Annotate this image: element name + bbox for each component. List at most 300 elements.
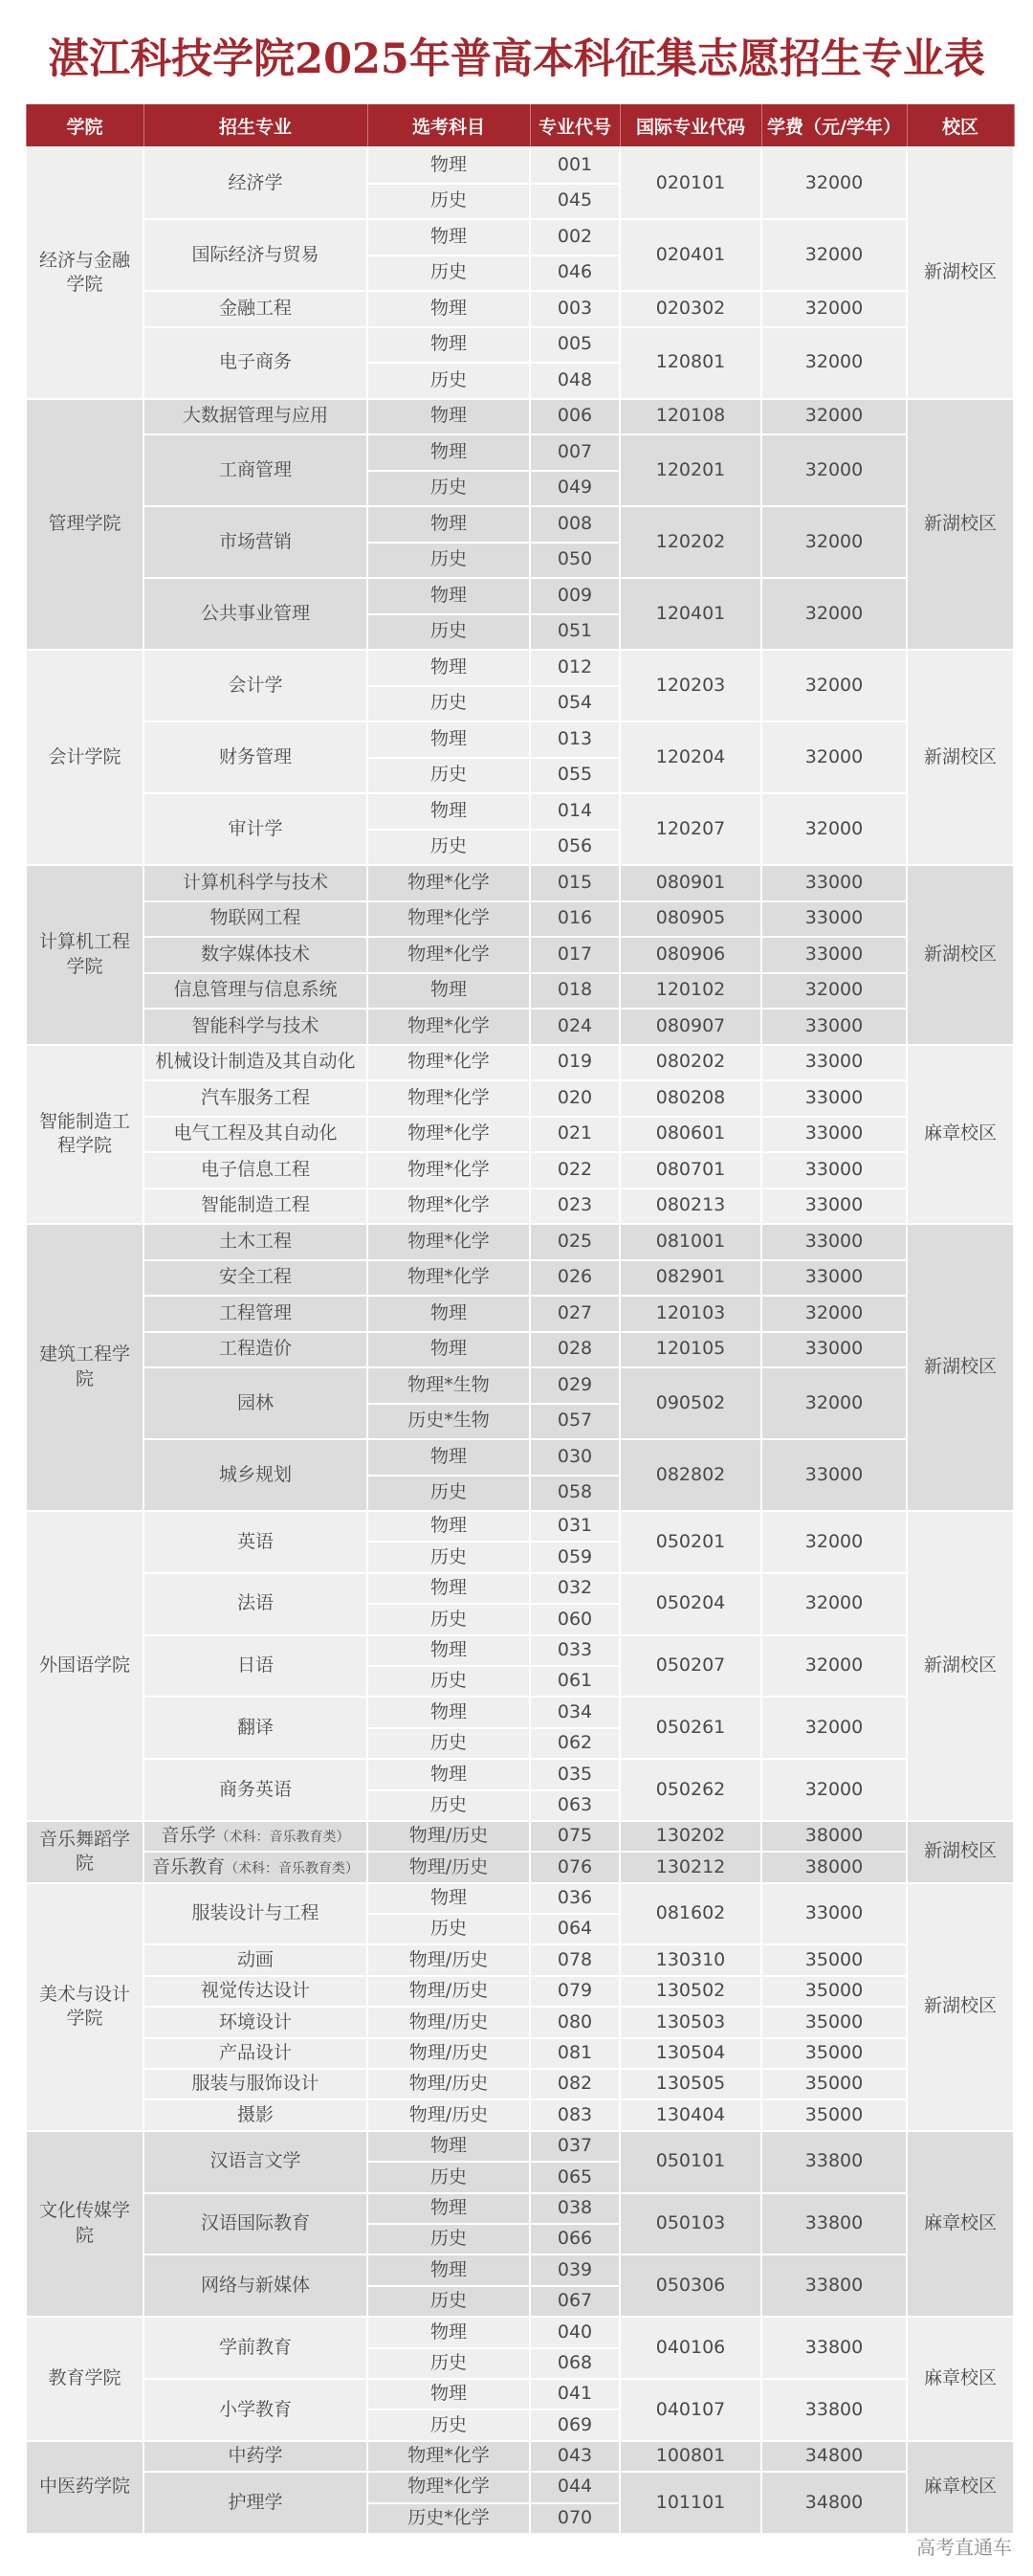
- intl-code-cell: 082802: [620, 1439, 761, 1511]
- major-code-cell: 076: [530, 1852, 620, 1882]
- tuition-cell: 32000: [761, 1635, 907, 1698]
- subject-cell: 历史: [367, 830, 530, 866]
- major-code-cell: 081: [530, 2038, 620, 2069]
- subject-cell: 物理/历史: [367, 2069, 530, 2099]
- major-cell: 经济学: [143, 147, 367, 219]
- tuition-cell: 33000: [761, 937, 907, 973]
- table-row: [26, 793, 1014, 830]
- major-code-cell: 068: [530, 2348, 620, 2379]
- intl-code-cell: 130404: [620, 2099, 761, 2130]
- major-code-cell: 001: [530, 147, 620, 184]
- intl-code-cell: 080701: [620, 1152, 761, 1188]
- subject-cell: 物理/历史: [367, 1944, 530, 1975]
- subject-cell: 历史: [367, 2348, 530, 2379]
- major-cell: 大数据管理与应用: [143, 399, 367, 435]
- intl-code-cell: 040107: [620, 2379, 761, 2441]
- table-row: [26, 2379, 1014, 2409]
- subject-cell: 物理: [367, 1635, 530, 1666]
- table-row: [26, 1883, 1014, 1914]
- campus-cell: 麻章校区: [907, 2441, 1014, 2534]
- campus-cell: 新湖校区: [907, 147, 1014, 399]
- major-code-cell: 025: [530, 1224, 620, 1260]
- subject-cell: 物理*化学: [367, 901, 530, 938]
- intl-code-cell: 130310: [620, 1944, 761, 1975]
- intl-code-cell: 020401: [620, 219, 761, 291]
- table-row: [26, 901, 1014, 938]
- campus-cell: 新湖校区: [907, 865, 1014, 1045]
- intl-code-cell: 120202: [620, 506, 761, 578]
- major-code-cell: 055: [530, 758, 620, 794]
- major-cell: 电子信息工程: [143, 1152, 367, 1188]
- tuition-cell: 33800: [761, 2379, 907, 2441]
- intl-code-cell: 081001: [620, 1224, 761, 1260]
- table-row: [26, 2317, 1014, 2347]
- subject-cell: 历史: [367, 686, 530, 722]
- intl-code-cell: 120201: [620, 434, 761, 506]
- major-code-cell: 045: [530, 184, 620, 220]
- major-cell: 会计学: [143, 650, 367, 722]
- major-name: 音乐教育: [151, 1855, 225, 1877]
- intl-code-cell: 120207: [620, 793, 761, 865]
- subject-cell: 物理/历史: [367, 2099, 530, 2130]
- tuition-cell: 33000: [761, 1080, 907, 1117]
- major-code-cell: 062: [530, 1728, 620, 1759]
- major-code-cell: 023: [530, 1188, 620, 1225]
- major-code-cell: 065: [530, 2162, 620, 2192]
- major-cell: 环境设计: [143, 2007, 367, 2037]
- table-row: [26, 973, 1014, 1010]
- subject-cell: 历史: [367, 614, 530, 651]
- tuition-cell: 33000: [761, 1260, 907, 1297]
- subject-cell: 历史: [367, 2224, 530, 2254]
- major-code-cell: 008: [530, 506, 620, 543]
- major-code-cell: 049: [530, 471, 620, 507]
- tuition-cell: 33000: [761, 1188, 907, 1225]
- tuition-cell: 33000: [761, 1439, 907, 1511]
- table-row: [26, 2038, 1014, 2069]
- subject-cell: 历史*化学: [367, 2503, 530, 2534]
- subject-cell: 历史: [367, 184, 530, 220]
- intl-code-cell: 020302: [620, 291, 761, 327]
- major-code-cell: 057: [530, 1404, 620, 1440]
- subject-cell: 历史: [367, 543, 530, 579]
- major-cell: 机械设计制造及其自动化: [143, 1045, 367, 1081]
- intl-code-cell: 120105: [620, 1332, 761, 1368]
- major-cell: 国际经济与贸易: [143, 219, 367, 291]
- major-cell: 工商管理: [143, 434, 367, 506]
- subject-cell: 物理: [367, 722, 530, 758]
- tuition-cell: 35000: [761, 1976, 907, 2007]
- intl-code-cell: 130503: [620, 2007, 761, 2037]
- intl-code-cell: 130202: [620, 1821, 761, 1852]
- intl-code-cell: 040106: [620, 2317, 761, 2379]
- intl-code-cell: 050101: [620, 2131, 761, 2193]
- major-cell: 视觉传达设计: [143, 1976, 367, 2007]
- subject-cell: 历史: [367, 2162, 530, 2192]
- intl-code-cell: 050201: [620, 1511, 761, 1573]
- major-cell: 审计学: [143, 793, 367, 865]
- table-row: [26, 506, 1014, 543]
- major-code-cell: 036: [530, 1883, 620, 1914]
- major-cell: 工程造价: [143, 1332, 367, 1368]
- intl-code-cell: 120203: [620, 650, 761, 722]
- subject-cell: 物理: [367, 1296, 530, 1332]
- major-code-cell: 058: [530, 1476, 620, 1512]
- intl-code-cell: 050207: [620, 1635, 761, 1698]
- major-cell: 智能科学与技术: [143, 1009, 367, 1045]
- table-row: [26, 1260, 1014, 1297]
- subject-cell: 物理: [367, 2317, 530, 2347]
- table-row: [26, 1635, 1014, 1666]
- tuition-cell: 32000: [761, 291, 907, 327]
- subject-cell: 历史: [367, 1604, 530, 1634]
- table-row: [26, 937, 1014, 973]
- subject-cell: 物理: [367, 2379, 530, 2409]
- table-row: [26, 1573, 1014, 1604]
- college-cell: 文化传媒学院: [26, 2131, 143, 2317]
- major-code-cell: 048: [530, 363, 620, 399]
- major-code-cell: 064: [530, 1914, 620, 1944]
- tuition-cell: 32000: [761, 1296, 907, 1332]
- page-title: 湛江科技学院2025年普高本科征集志愿招生专业表: [48, 35, 985, 83]
- major-code-cell: 032: [530, 1573, 620, 1604]
- major-code-cell: 019: [530, 1045, 620, 1081]
- table-row: [26, 2007, 1014, 2037]
- intl-code-cell: 050306: [620, 2254, 761, 2317]
- campus-cell: 新湖校区: [907, 650, 1014, 865]
- table-row: [26, 1697, 1014, 1727]
- table-row: [26, 147, 1014, 184]
- subject-cell: 物理/历史: [367, 1821, 530, 1852]
- major-name: 音乐学: [161, 1825, 216, 1847]
- intl-code-cell: 130502: [620, 1976, 761, 2007]
- intl-code-cell: 080208: [620, 1080, 761, 1117]
- tuition-cell: 33000: [761, 1332, 907, 1368]
- tuition-cell: 33800: [761, 2317, 907, 2379]
- subject-cell: 物理*化学: [367, 937, 530, 973]
- subject-cell: 物理: [367, 1439, 530, 1476]
- major-code-cell: 059: [530, 1542, 620, 1572]
- subject-cell: 物理*化学: [367, 2441, 530, 2472]
- subject-cell: 物理*化学: [367, 1080, 530, 1117]
- subject-cell: 物理: [367, 2131, 530, 2162]
- table-row: [26, 1332, 1014, 1368]
- major-code-cell: 079: [530, 1976, 620, 2007]
- tuition-cell: 33000: [761, 1224, 907, 1260]
- admission-majors-table: [25, 104, 1015, 2535]
- major-cell: 汉语国际教育: [143, 2193, 367, 2255]
- intl-code-cell: 050261: [620, 1697, 761, 1759]
- tuition-cell: 38000: [761, 1852, 907, 1882]
- subject-cell: 历史: [367, 1790, 530, 1821]
- subject-cell: 物理: [367, 147, 530, 184]
- major-code-cell: 041: [530, 2379, 620, 2409]
- subject-cell: 物理/历史: [367, 2007, 530, 2037]
- major-cell: 城乡规划: [143, 1439, 367, 1511]
- table-row: [26, 2441, 1014, 2472]
- table-row: [26, 865, 1014, 901]
- tuition-cell: 32000: [761, 506, 907, 578]
- subject-cell: 物理/历史: [367, 1976, 530, 2007]
- tuition-cell: 33000: [761, 865, 907, 901]
- intl-code-cell: 120801: [620, 327, 761, 399]
- subject-cell: 物理*化学: [367, 1260, 530, 1297]
- major-cell: 商务英语: [143, 1759, 367, 1821]
- subject-cell: 历史: [367, 363, 530, 399]
- major-code-cell: 082: [530, 2069, 620, 2099]
- major-cell: 安全工程: [143, 1260, 367, 1297]
- tuition-cell: 32000: [761, 1367, 907, 1439]
- tuition-cell: 32000: [761, 434, 907, 506]
- major-code-cell: 029: [530, 1367, 620, 1404]
- major-code-cell: 080: [530, 2007, 620, 2037]
- subject-cell: 物理: [367, 506, 530, 543]
- major-cell: 园林: [143, 1367, 367, 1439]
- subject-cell: 物理: [367, 2254, 530, 2285]
- intl-code-cell: 050103: [620, 2193, 761, 2255]
- major-cell: 动画: [143, 1944, 367, 1975]
- college-cell: 外国语学院: [26, 1511, 143, 1821]
- subject-cell: 物理: [367, 291, 530, 327]
- major-cell: 中药学: [143, 2441, 367, 2472]
- tuition-cell: 34800: [761, 2472, 907, 2534]
- major-code-cell: 003: [530, 291, 620, 327]
- major-code-cell: 015: [530, 865, 620, 901]
- intl-code-cell: 120108: [620, 399, 761, 435]
- subject-cell: 物理: [367, 650, 530, 686]
- table-row: [26, 1188, 1014, 1225]
- intl-code-cell: 080906: [620, 937, 761, 973]
- subject-cell: 物理*化学: [367, 2472, 530, 2502]
- intl-code-cell: 130504: [620, 2038, 761, 2069]
- major-code-cell: 034: [530, 1697, 620, 1727]
- major-code-cell: 056: [530, 830, 620, 866]
- major-cell: 物联网工程: [143, 901, 367, 938]
- tuition-cell: 33000: [761, 1009, 907, 1045]
- tuition-cell: 32000: [761, 327, 907, 399]
- campus-cell: 新湖校区: [907, 399, 1014, 651]
- intl-code-cell: 081602: [620, 1883, 761, 1945]
- table-row: [26, 1821, 1014, 1852]
- tuition-cell: 32000: [761, 578, 907, 650]
- campus-cell: 新湖校区: [907, 1224, 1014, 1511]
- tuition-cell: 32000: [761, 650, 907, 722]
- campus-cell: 麻章校区: [907, 2317, 1014, 2441]
- major-code-cell: 017: [530, 937, 620, 973]
- table-row: [26, 2472, 1014, 2502]
- table-row: [26, 2193, 1014, 2224]
- major-cell: 法语: [143, 1573, 367, 1635]
- intl-code-cell: 080213: [620, 1188, 761, 1225]
- subject-cell: 历史: [367, 2286, 530, 2317]
- tuition-cell: 32000: [761, 219, 907, 291]
- intl-code-cell: 020101: [620, 147, 761, 219]
- major-code-cell: 013: [530, 722, 620, 758]
- major-code-cell: 067: [530, 2286, 620, 2317]
- table-row: [26, 1511, 1014, 1542]
- subject-cell: 历史: [367, 1476, 530, 1512]
- major-code-cell: 002: [530, 219, 620, 255]
- table-row: [26, 1296, 1014, 1332]
- major-code-cell: 046: [530, 255, 620, 292]
- table-row: [26, 1759, 1014, 1789]
- major-cell: 产品设计: [143, 2038, 367, 2069]
- major-cell: [143, 1821, 367, 1852]
- subject-cell: 物理*化学: [367, 1224, 530, 1260]
- college-cell: 教育学院: [26, 2317, 143, 2441]
- major-code-cell: 006: [530, 399, 620, 435]
- campus-cell: 新湖校区: [907, 1821, 1014, 1883]
- major-code-cell: 051: [530, 614, 620, 651]
- major-code-cell: 016: [530, 901, 620, 938]
- header-campus: 校区: [907, 104, 1014, 147]
- major-code-cell: 066: [530, 2224, 620, 2254]
- tuition-cell: 32000: [761, 1511, 907, 1573]
- table-row: [26, 1224, 1014, 1260]
- tuition-cell: 33000: [761, 901, 907, 938]
- college-cell: 经济与金融学院: [26, 147, 143, 399]
- college-cell: 美术与设计学院: [26, 1883, 143, 2131]
- table-row: [26, 399, 1014, 435]
- college-cell: 建筑工程学院: [26, 1224, 143, 1511]
- major-cell: 网络与新媒体: [143, 2254, 367, 2317]
- major-cell: 日语: [143, 1635, 367, 1698]
- subject-cell: 物理*化学: [367, 865, 530, 901]
- major-code-cell: 007: [530, 434, 620, 471]
- intl-code-cell: 120103: [620, 1296, 761, 1332]
- major-note: （术科：音乐教育类）: [225, 1860, 359, 1876]
- major-cell: 汉语言文学: [143, 2131, 367, 2193]
- major-code-cell: 083: [530, 2099, 620, 2130]
- major-cell: 电子商务: [143, 327, 367, 399]
- major-note: （术科：音乐教育类）: [215, 1830, 350, 1846]
- header-intl-code: 国际专业代码: [620, 104, 761, 147]
- college-cell: 音乐舞蹈学院: [26, 1821, 143, 1883]
- major-cell: 数字媒体技术: [143, 937, 367, 973]
- subject-cell: 物理: [367, 1759, 530, 1789]
- subject-cell: 物理: [367, 219, 530, 255]
- intl-code-cell: 130212: [620, 1852, 761, 1882]
- tuition-cell: 35000: [761, 2038, 907, 2069]
- major-code-cell: 061: [530, 1666, 620, 1697]
- tuition-cell: 38000: [761, 1821, 907, 1852]
- tuition-cell: 33800: [761, 2193, 907, 2255]
- table-header-row: [26, 104, 1014, 147]
- major-code-cell: 060: [530, 1604, 620, 1634]
- subject-cell: 物理*化学: [367, 1009, 530, 1045]
- college-cell: 智能制造工程学院: [26, 1045, 143, 1225]
- major-code-cell: 037: [530, 2131, 620, 2162]
- subject-cell: 历史: [367, 2409, 530, 2440]
- major-cell: 学前教育: [143, 2317, 367, 2379]
- subject-cell: 历史: [367, 255, 530, 292]
- header-major-code: 专业代号: [530, 104, 620, 147]
- major-code-cell: 021: [530, 1117, 620, 1153]
- college-cell: 会计学院: [26, 650, 143, 865]
- intl-code-cell: 090502: [620, 1367, 761, 1439]
- tuition-cell: 32000: [761, 793, 907, 865]
- tuition-cell: 32000: [761, 1759, 907, 1821]
- subject-cell: 物理/历史: [367, 2038, 530, 2069]
- subject-cell: 历史: [367, 1728, 530, 1759]
- tuition-cell: 32000: [761, 1573, 907, 1635]
- major-code-cell: 050: [530, 543, 620, 579]
- intl-code-cell: 120102: [620, 973, 761, 1010]
- intl-code-cell: 080901: [620, 865, 761, 901]
- subject-cell: 物理: [367, 578, 530, 614]
- table-row: [26, 2099, 1014, 2130]
- subject-cell: 物理: [367, 399, 530, 435]
- major-code-cell: 022: [530, 1152, 620, 1188]
- subject-cell: 历史: [367, 471, 530, 507]
- table-row: [26, 578, 1014, 614]
- major-cell: 服装设计与工程: [143, 1883, 367, 1945]
- tuition-cell: 35000: [761, 2099, 907, 2130]
- subject-cell: 物理: [367, 1697, 530, 1727]
- major-cell: 摄影: [143, 2099, 367, 2130]
- tuition-cell: 33000: [761, 1152, 907, 1188]
- intl-code-cell: 101101: [620, 2472, 761, 2534]
- table-row: [26, 650, 1014, 686]
- table-row: [26, 434, 1014, 471]
- major-cell: 护理学: [143, 2472, 367, 2534]
- major-code-cell: 027: [530, 1296, 620, 1332]
- major-code-cell: 009: [530, 578, 620, 614]
- tuition-cell: 32000: [761, 147, 907, 219]
- major-cell: 翻译: [143, 1697, 367, 1759]
- major-code-cell: 078: [530, 1944, 620, 1975]
- table-row: [26, 1852, 1014, 1882]
- tuition-cell: 34800: [761, 2441, 907, 2472]
- subject-cell: 物理: [367, 1883, 530, 1914]
- subject-cell: 物理*化学: [367, 1152, 530, 1188]
- major-code-cell: 038: [530, 2193, 620, 2224]
- college-cell: 计算机工程学院: [26, 865, 143, 1045]
- college-cell: 中医药学院: [26, 2441, 143, 2534]
- major-code-cell: 063: [530, 1790, 620, 1821]
- subject-cell: 物理/历史: [367, 1852, 530, 1882]
- tuition-cell: 32000: [761, 973, 907, 1010]
- major-cell: 土木工程: [143, 1224, 367, 1260]
- major-code-cell: 024: [530, 1009, 620, 1045]
- tuition-cell: 35000: [761, 2069, 907, 2099]
- college-cell: 管理学院: [26, 399, 143, 651]
- major-cell: 公共事业管理: [143, 578, 367, 650]
- major-cell: [143, 1852, 367, 1882]
- major-code-cell: 014: [530, 793, 620, 830]
- major-cell: 计算机科学与技术: [143, 865, 367, 901]
- campus-cell: 麻章校区: [907, 1045, 1014, 1225]
- subject-cell: 物理*生物: [367, 1367, 530, 1404]
- subject-cell: 物理: [367, 434, 530, 471]
- table-row: [26, 1045, 1014, 1081]
- major-code-cell: 070: [530, 2503, 620, 2534]
- subject-cell: 历史: [367, 1542, 530, 1572]
- major-code-cell: 054: [530, 686, 620, 722]
- tuition-cell: 35000: [761, 2007, 907, 2037]
- major-code-cell: 039: [530, 2254, 620, 2285]
- subject-cell: 物理: [367, 1332, 530, 1368]
- tuition-cell: 35000: [761, 1944, 907, 1975]
- major-code-cell: 028: [530, 1332, 620, 1368]
- table-row: [26, 1944, 1014, 1975]
- major-code-cell: 030: [530, 1439, 620, 1476]
- tuition-cell: 33800: [761, 2131, 907, 2193]
- major-code-cell: 012: [530, 650, 620, 686]
- major-code-cell: 043: [530, 2441, 620, 2472]
- subject-cell: 物理: [367, 793, 530, 830]
- major-cell: 电气工程及其自动化: [143, 1117, 367, 1153]
